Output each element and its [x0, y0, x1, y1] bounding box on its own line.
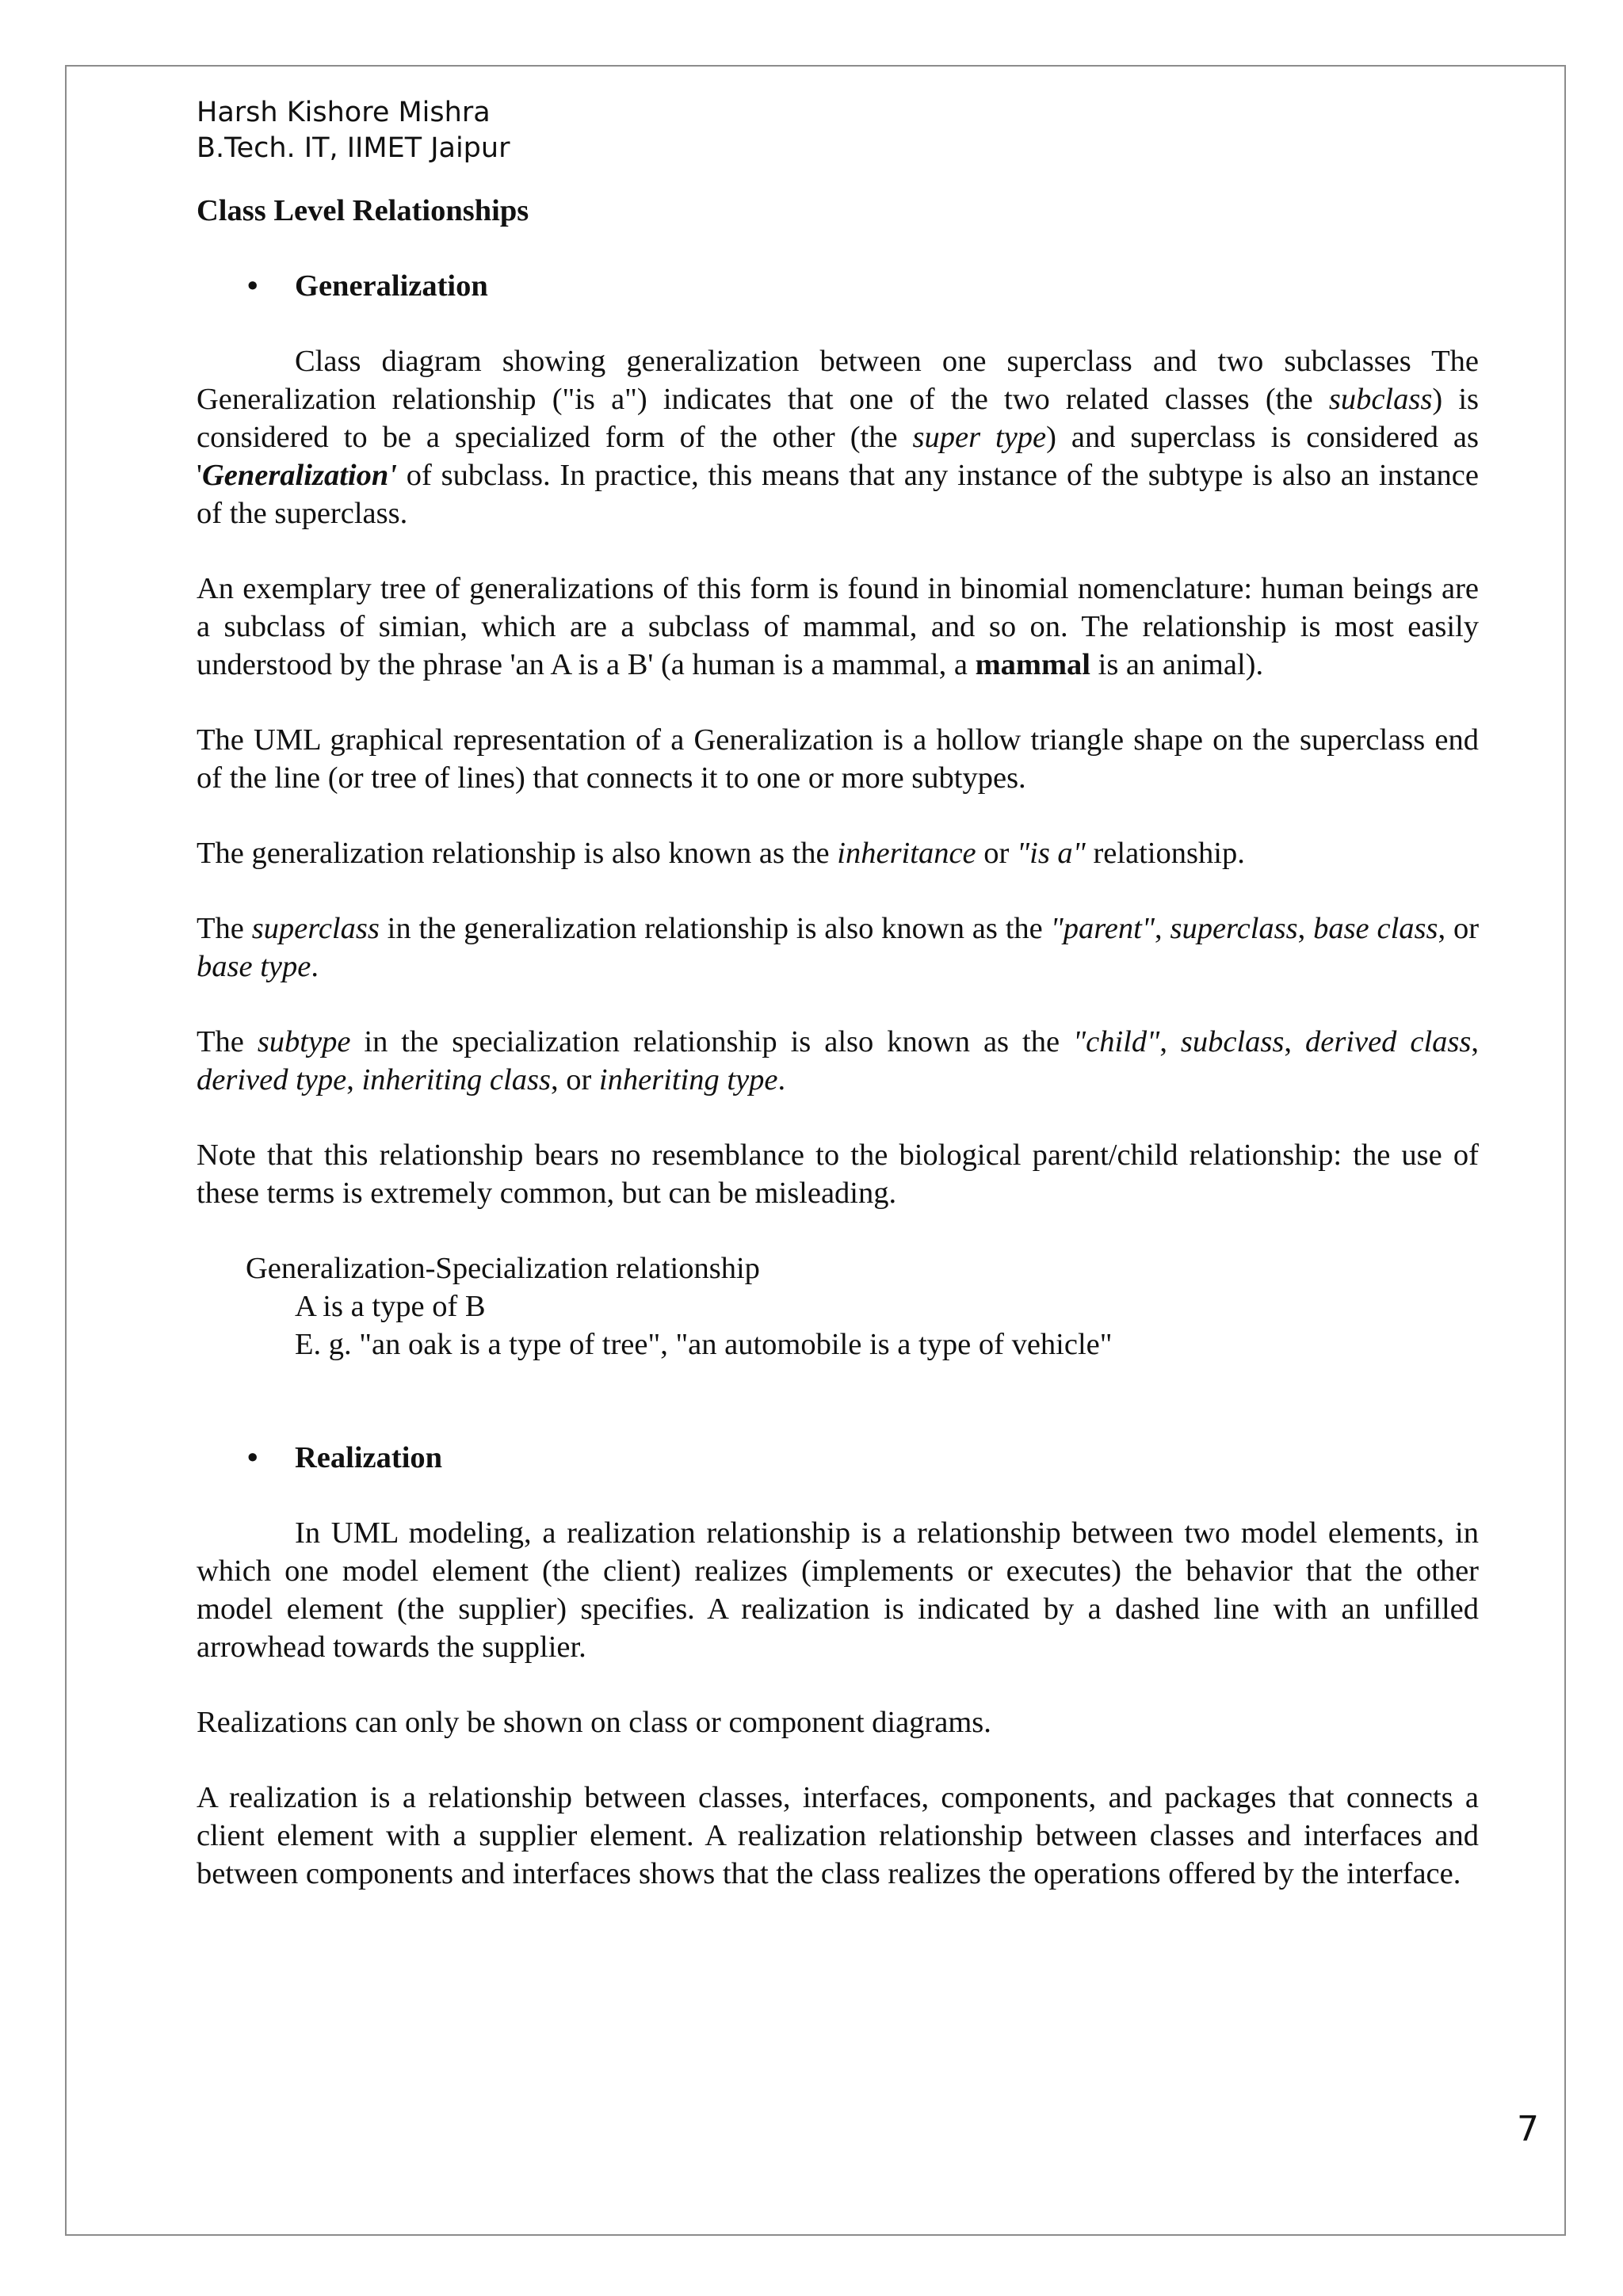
italic-term: subclass [1180, 1025, 1285, 1058]
italic-term: super type [912, 421, 1047, 454]
document-header [197, 95, 510, 166]
bullet-icon: • [247, 269, 258, 303]
italic-term: "parent" [1050, 912, 1155, 945]
text-run: . [777, 1063, 786, 1097]
text-run: , or [1438, 912, 1480, 945]
generalization-heading [197, 267, 1479, 305]
gsr-line-1: A is a type of B [295, 1290, 486, 1323]
italic-term: base type [197, 950, 311, 983]
bold-term: mammal [975, 648, 1090, 681]
text-run: Class diagram showing generalization between one superclass and two subclasses The Generalization relationship ("is a") indicates that one of the two related classes (the [197, 345, 1479, 416]
text-run: , [1471, 1025, 1480, 1058]
italic-term: inheriting class [361, 1063, 551, 1097]
italic-term: "child" [1072, 1025, 1160, 1058]
generalization-paragraph-1 [197, 342, 1479, 532]
italic-term: superclass [1170, 912, 1298, 945]
text-run: , [1159, 1025, 1181, 1058]
italic-term: superclass [251, 912, 380, 945]
text-run: ) and superclass is considered as ' [197, 421, 1479, 492]
gsr-line-2: E. g. "an oak is a type of tree", "an automobile is a type of vehicle" [295, 1328, 1113, 1361]
text-run: . [311, 950, 319, 983]
italic-term: inheriting type [598, 1063, 778, 1097]
page-number: 7 [1517, 2109, 1539, 2149]
italic-term: inheritance [837, 837, 976, 870]
italic-term: derived type [197, 1063, 347, 1097]
realization-heading [197, 1439, 1479, 1477]
text-run: An exemplary tree of generalizations of this form is found in binomial nomenclature: human beings are a subclass of simian, which are a subclass of mammal, and so on. The relationship is most easily understood by the phrase 'an A is a B' (a human is a mammal, a [197, 572, 1479, 681]
author-name: Harsh Kishore Mishra [197, 97, 491, 128]
text-run: is an animal). [1090, 648, 1264, 681]
generalization-paragraph-5 [197, 910, 1479, 986]
italic-term: "is a" [1016, 837, 1086, 870]
bullet-icon: • [247, 1441, 258, 1474]
generalization-paragraph-2 [197, 570, 1479, 684]
realization-paragraph-2: Realizations can only be shown on class or component diagrams. [197, 1706, 991, 1739]
generalization-paragraph-7: Note that this relationship bears no resemblance to the biological parent/child relationship: the use of these terms is extremely common, but can be misleading. [197, 1138, 1479, 1210]
italic-term: subtype [257, 1025, 351, 1058]
realization-paragraph-1: In UML modeling, a realization relationship is a relationship between two model elements, in which one model element (the client) realizes (implements or executes) the behavior that the other model element (the supplier) specifies. A realization is indicated by a dashed line with an unfilled arrowhead towards the supplier. [197, 1516, 1479, 1664]
text-run: , [346, 1063, 362, 1097]
document-body [197, 192, 1479, 1893]
generalization-paragraph-6 [197, 1023, 1479, 1099]
realization-heading-text: Realization [295, 1441, 443, 1474]
text-run: , [1297, 912, 1314, 945]
gsr-title: Generalization-Specialization relationship [246, 1252, 760, 1285]
bold-italic-term: Generalization' [201, 459, 397, 492]
text-run: , or [550, 1063, 599, 1097]
italic-term: derived class [1304, 1025, 1472, 1058]
text-run: The generalization relationship is also known as the [197, 837, 838, 870]
author-affiliation: B.Tech. IT, IIMET Jaipur [197, 132, 510, 164]
generalization-specialization-block [197, 1249, 1479, 1363]
text-run: , [1284, 1025, 1305, 1058]
text-run: ) is considered to be a specialized form of the other (the [197, 383, 1480, 454]
text-run: of subclass. In practice, this means that any instance of the subtype is also an instance of the superclass. [197, 459, 1479, 530]
text-run: The [197, 912, 252, 945]
text-run: or [976, 837, 1017, 870]
text-run: , [1155, 912, 1170, 945]
italic-term: subclass [1328, 383, 1433, 416]
generalization-paragraph-4 [197, 834, 1479, 872]
text-run: in the specialization relationship is also known as the [350, 1025, 1073, 1058]
text-run: The [197, 1025, 258, 1058]
section-title: Class Level Relationships [197, 194, 529, 227]
text-run: relationship. [1085, 837, 1245, 870]
realization-paragraph-3: A realization is a relationship between classes, interfaces, components, and packages that connects a client element with a supplier element. A realization relationship between classes and interfaces and between components and interfaces shows that the class realizes the operations offered by the interface. [197, 1781, 1479, 1890]
generalization-heading-text: Generalization [295, 269, 488, 303]
italic-term: base class [1313, 912, 1438, 945]
text-run: in the generalization relationship is also known as the [379, 912, 1051, 945]
generalization-paragraph-3: The UML graphical representation of a Generalization is a hollow triangle shape on the superclass end of the line (or tree of lines) that connects it to one or more subtypes. [197, 723, 1479, 795]
